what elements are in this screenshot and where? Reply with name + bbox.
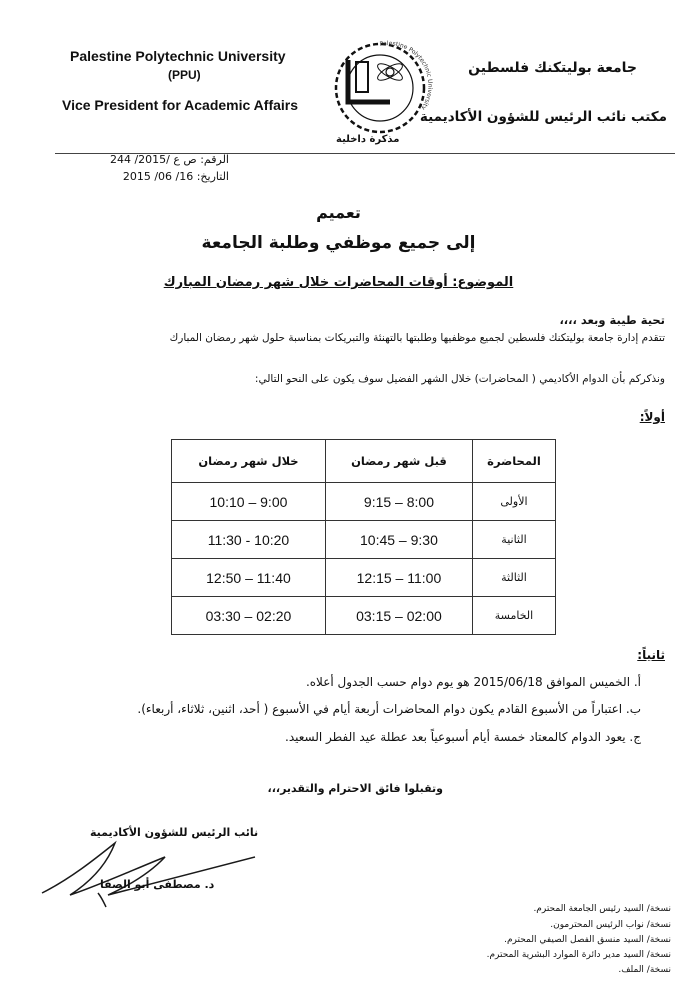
time-during: 10:20 - 11:30	[172, 521, 326, 559]
lecture-name: الخامسة	[472, 597, 555, 635]
lecture-name: الثانية	[472, 521, 555, 559]
paragraph-congratulations: تتقدم إدارة جامعة بوليتكنك فلسطين لجميع موظفيها وطلبتها بالتهنئة والتبريكات بمناسبة حلول شهر رمضان المبارك	[169, 332, 665, 344]
header-lecture: المحاضرة	[472, 440, 555, 483]
time-before: 9:30 – 10:45	[325, 521, 472, 559]
table-row	[172, 559, 556, 597]
header-before-ramadan: قبل شهر رمضان	[325, 440, 472, 483]
circular-title: تعميم	[316, 203, 361, 222]
document-date: التاريخ: 16/ 06/ 2015	[122, 170, 229, 183]
table-row	[172, 483, 556, 521]
office-name-en: Vice President for Academic Affairs	[62, 97, 299, 113]
list-item: أ. الخميس الموافق 2015/06/18 هو يوم دوام حسب الجدول أعلاه.	[305, 675, 641, 689]
university-abbr: (PPU)	[168, 68, 201, 82]
section-first-label: أولاً:	[639, 410, 665, 424]
table-header-row	[172, 440, 556, 483]
time-during: 02:20 – 03:30	[172, 597, 326, 635]
cc-item: نسخة/ السيد رئيس الجامعة المحترم.	[533, 904, 671, 914]
time-before: 8:00 – 9:15	[325, 483, 472, 521]
handwritten-signature	[40, 835, 260, 910]
office-name-ar: مكتب نائب الرئيس للشؤون الأكاديمية	[419, 109, 667, 125]
recipients-heading: إلى جميع موظفي وطلبة الجامعة	[201, 233, 476, 253]
memo-label: مذكرة داخلية	[336, 134, 400, 145]
list-item: ج. يعود الدوام كالمعتاد خمسة أيام أسبوعياً بعد عطلة عيد الفطر السعيد.	[285, 730, 641, 744]
closing-line: وتقبلوا فائق الاحترام والتقدير،،،	[267, 782, 443, 795]
signatory-name: د. مصطفى أبو الصفا	[100, 878, 215, 891]
time-during: 9:00 – 10:10	[172, 483, 326, 521]
time-before: 11:00 – 12:15	[325, 559, 472, 597]
svg-text:Palestine Polytechnic Universi: Palestine Polytechnic University	[379, 40, 434, 112]
cc-item: نسخة/ السيد منسق الفصل الصيفي المحترم.	[504, 935, 671, 945]
time-during: 11:40 – 12:50	[172, 559, 326, 597]
reference-number: الرقم: ص ع /2015/ 244	[109, 153, 229, 166]
header-during-ramadan: خلال شهر رمضان	[172, 440, 326, 483]
cc-item: نسخة/ نواب الرئيس المحترمون.	[550, 920, 671, 930]
subject-line	[0, 275, 677, 290]
university-name-en: Palestine Polytechnic University	[70, 48, 286, 64]
cc-item: نسخة/ السيد مدير دائرة الموارد البشرية المحترم.	[486, 950, 671, 960]
lecture-name: الثالثة	[472, 559, 555, 597]
lecture-name: الأولى	[472, 483, 555, 521]
signatory-title: نائب الرئيس للشؤون الأكاديمية	[90, 826, 259, 839]
table-row	[172, 521, 556, 559]
university-name-ar: جامعة بوليتكنك فلسطين	[468, 60, 637, 76]
greeting: تحية طيبة وبعد ،،،،	[559, 313, 665, 327]
time-before: 02:00 – 03:15	[325, 597, 472, 635]
section-second-label: ثانياً:	[637, 648, 665, 662]
lecture-schedule-table	[171, 439, 556, 635]
subject-text: الموضوع: أوقات المحاضرات خلال شهر رمضان المبارك	[163, 275, 514, 290]
paragraph-reminder: ونذكركم بأن الدوام الأكاديمي ( المحاضرات) خلال الشهر الفضيل سوف يكون على النحو التالي:	[254, 373, 665, 385]
table-row	[172, 597, 556, 635]
list-item: ب. اعتباراً من الأسبوع القادم يكون دوام المحاضرات أربعة أيام في الأسبوع ( أحد، اثنين، ثلاثاء، أربعاء).	[137, 702, 641, 716]
cc-item: نسخة/ الملف.	[618, 965, 671, 975]
university-logo	[318, 30, 442, 148]
